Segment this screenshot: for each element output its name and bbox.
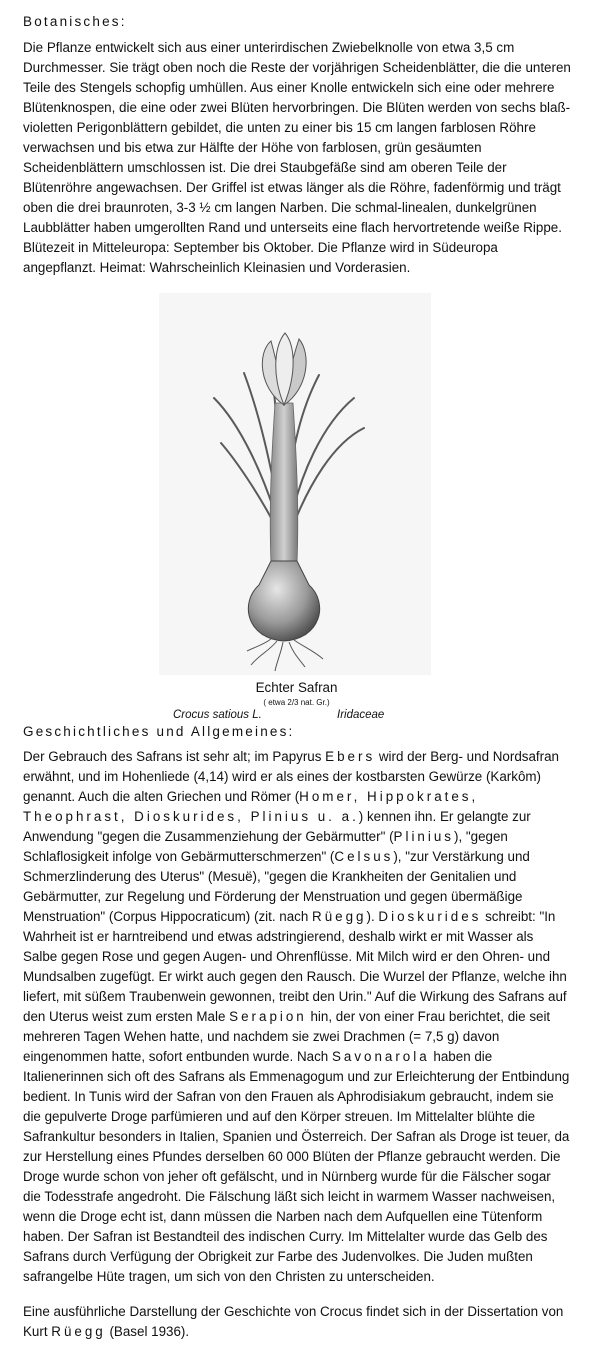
text-run: (Basel 1936). xyxy=(105,1324,190,1339)
figure-latin-name: Crocus satious L. xyxy=(173,709,262,721)
section-heading-botanisch: Botanisches: xyxy=(23,14,127,29)
figure-scale: ( etwa 2/3 nat. Gr.) xyxy=(263,698,330,707)
section-heading-geschichte: Geschichtliches und Allgemeines: xyxy=(23,724,295,739)
author-name: Dioskurides xyxy=(378,909,482,924)
text-run: ), "zur Verstärkung und Schmerzlinderung des Uterus" (Mesuë), "gegen die Krankheiten der Genitalien und Gebärmutter, zur Regelung und Förderung der Menstruation und gegen übermäßige Menstruation" (Corpus Hippocraticum) (zit. nach xyxy=(23,849,530,924)
text-run: schreibt: "In Wahrheit ist er harntreibend und etwas adstringierend, deshalb wirkt er mit Wasser als Salbe gegen Rose und gegen Augen- und Ohrenflüsse. Mit Milch wird er den Ohren- und Mundsalben zugefügt. Er wirkt auch gegen den Rausch. Die Wurzel der Pflanze, welche ihn liefert, mit süßem Traubenwein gewonnen, treibt den Urin." Auf die Wirkung des Safrans auf den Uterus weist zum ersten Male xyxy=(23,909,567,1024)
geschichte-paragraph-2 xyxy=(23,1302,571,1342)
crocus-illustration xyxy=(159,293,431,675)
author-names: Homer, Hippokrates, Theophrast, Dioskurides, Plinius u. a. xyxy=(23,789,479,824)
author-name: Plinius xyxy=(393,829,454,844)
figure-family: Iridaceae xyxy=(337,709,385,721)
figure-caption: Echter Safran xyxy=(255,680,338,695)
text-run: hin, der von einer Frau berichtet, die seit mehreren Tagen Wehen hatte, und nachdem sie zwei Drachmen (= 7,5 g) davon eingenommen hatte, sofort entbunden wurde. Nach xyxy=(23,1009,551,1064)
author-name: Savonarola xyxy=(331,1049,430,1064)
author-name: Rüegg xyxy=(312,909,367,924)
crocus-drawing xyxy=(159,293,431,675)
geschichte-paragraph-1 xyxy=(23,747,571,1287)
text-run: haben die Italienerinnen sich oft des Safrans als Emmenagogum und zur Erleichterung der Entbindung bedient. In Tunis wird der Safran von den Frauen als Aphrodisiakum gebraucht, indem sie die gepulverte Droge parfümieren und auf den Körper streuen. Im Mittelalter blühte die Safrankultur besonders in Italien, Spanien und Österreich. Der Safran als Droge ist teuer, da zur Herstellung eines Pfundes derselben 60 000 Blüten der Pflanze gebraucht werden. Die Droge wurde schon von jeher oft gefälscht, und in Nürnberg wurde für die Fälscher sogar die Todesstrafe angedroht. Die Fälschung läßt sich leicht in warmem Wasser nachweisen, wenn die Droge echt ist, dann müssen die Narben nach dem Aufquellen eine Tütenform haben. Der Safran ist Bestandteil des indischen Curry. Im Mittelalter wurde das Gelb des Safrans durch Verfügung der Obrigkeit zur Farbe des Judenvolkes. Die Juden mußten safrangelbe Hüte tragen, um sich von den Christen zu unterscheiden. xyxy=(23,1049,570,1284)
author-name: Ebers xyxy=(325,749,376,764)
text-run: Eine ausführliche Darstellung der Geschichte von Crocus findet sich in der Dissertation von Kurt xyxy=(23,1304,564,1339)
text-run: ), "gegen Schlaflosigkeit infolge von Gebärmutterschmerzen" ( xyxy=(23,829,508,864)
text-run: ). xyxy=(366,909,379,924)
author-name: Serapion xyxy=(229,1009,307,1024)
text-run: wird der Berg- und Nordsafran erwähnt, und im Hohenliede (4,14) wird er als eines der kostbarsten Gewürze (Karkôm) genannt. Auch die alten Griechen und Römer ( xyxy=(23,749,559,804)
author-name: Celsus xyxy=(334,849,394,864)
author-name: Rüegg xyxy=(51,1324,106,1339)
text-run: Der Gebrauch des Safrans ist sehr alt; im Papyrus xyxy=(23,749,326,764)
botanisch-paragraph: Die Pflanze entwickelt sich aus einer unterirdischen Zwiebelknolle von etwa 3,5 cm Durchmesser. Sie trägt oben noch die Reste der vorjährigen Scheidenblätter, die die unteren Teile des Stengels schopfig umhüllen. Aus einer Knolle entwickeln sich eine oder mehrere Blütenknospen, die eine oder zwei Blüten hervorbringen. Die Blüten werden von sechs blaß-violetten Perigonblättern gebildet, die unten zu einer bis 15 cm langen farblosen Röhre verwachsen und bis etwa zur Hälfte der Höhe von farblosen, grün gesäumten Scheidenblättern umschlossen ist. Die drei Staubgefäße sind am oberen Teile der Blütenröhre angewachsen. Der Griffel ist etwas länger als die Röhre, fadenförmig und trägt oben die drei braunroten, 3-3 ½ cm langen Narben. Die schmal-linealen, dunkelgrünen Laubblätter haben umgerollten Rand und unterseits eine flach hervortretende weiße Rippe. Blütezeit in Mitteleuropa: September bis Oktober. Die Pflanze wird in Südeuropa angepflanzt. Heimat: Wahrscheinlich Kleinasien und Vorderasien. xyxy=(23,40,571,275)
text-run: ) kennen ihn. Er gelangte zur Anwendung "gegen die Zusammenziehung der Gebärmutter" ( xyxy=(23,809,531,844)
